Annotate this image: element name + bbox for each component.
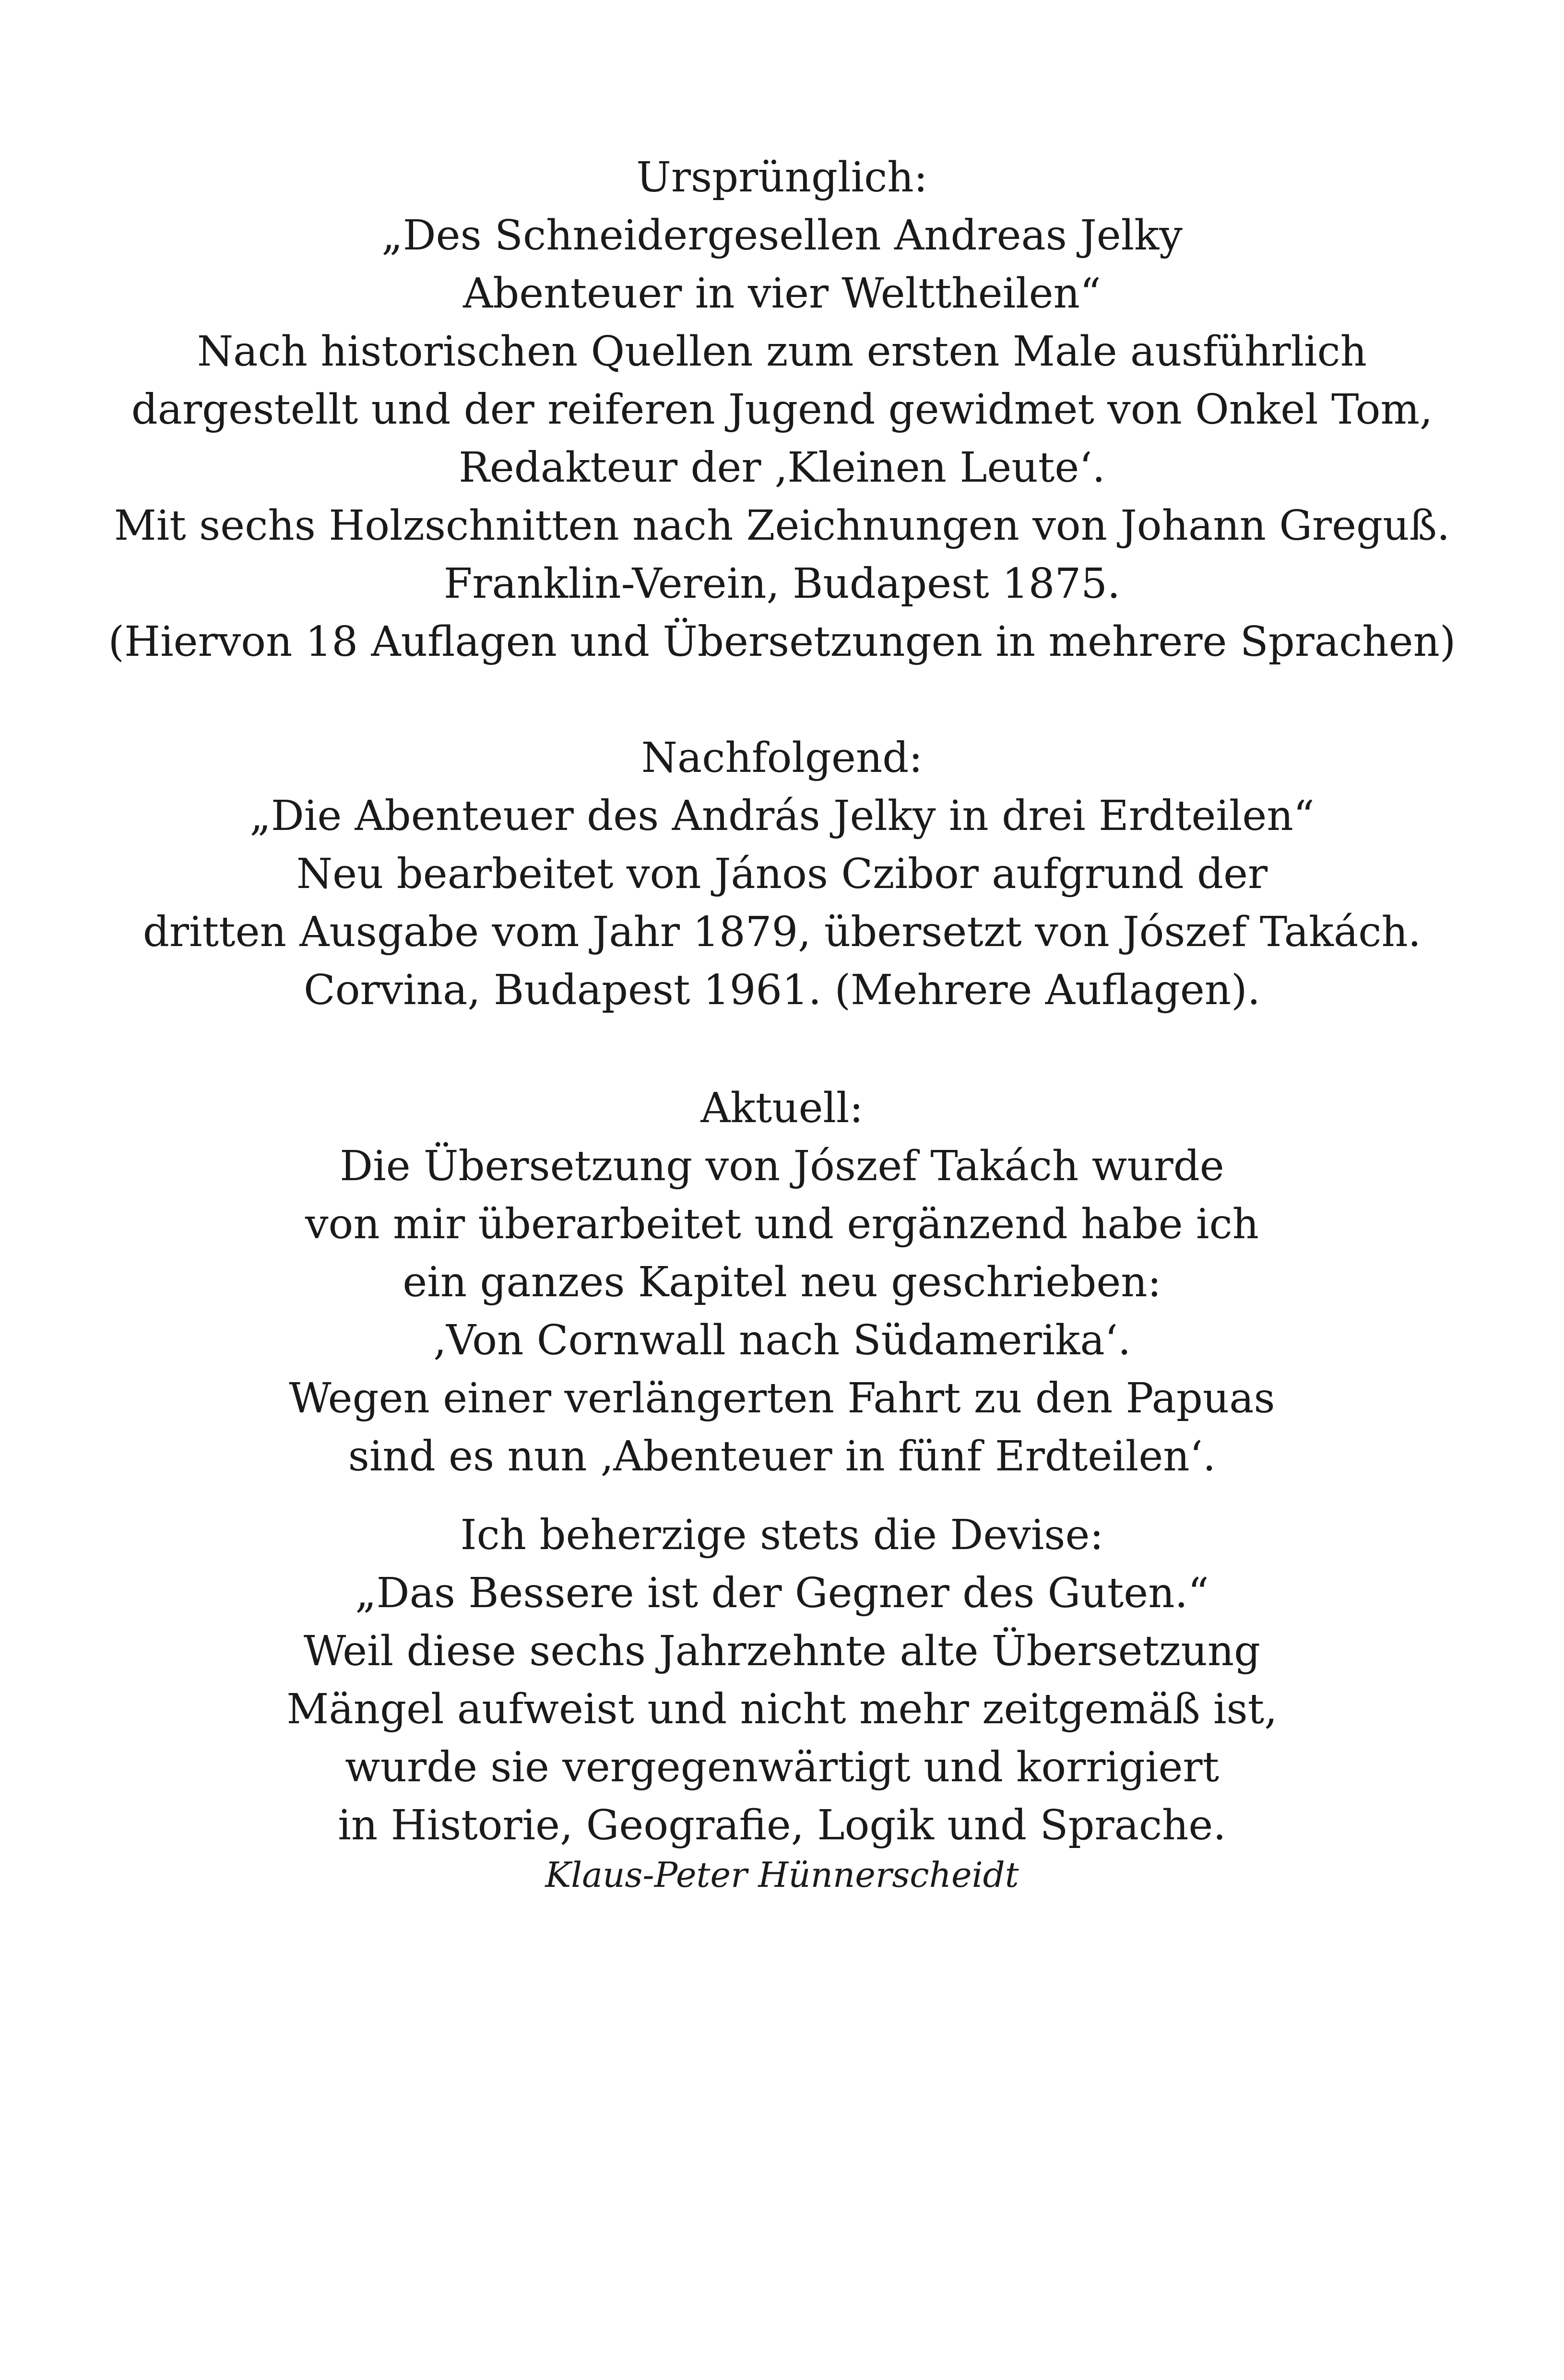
text-line: wurde sie vergegenwärtigt und korrigiert xyxy=(344,1743,1220,1791)
text-line: ein ganzes Kapitel neu geschrieben: xyxy=(403,1258,1161,1306)
text-line: Die Übersetzung von Jószef Takách wurde xyxy=(340,1142,1224,1190)
text-line: Mängel aufweist und nicht mehr zeitgemäß ist, xyxy=(286,1685,1278,1733)
section-heading: Aktuell: xyxy=(700,1084,864,1132)
section-heading: Ursprünglich: xyxy=(636,154,928,201)
text-line: Nach historischen Quellen zum ersten Male ausführlich xyxy=(197,328,1367,376)
text-line: dritten Ausgabe vom Jahr 1879, übersetzt von Jószef Takách. xyxy=(142,908,1422,956)
text-line: Neu bearbeitet von János Czibor aufgrund der xyxy=(296,850,1268,898)
text-line: von mir überarbeitet und ergänzend habe ich xyxy=(305,1200,1259,1248)
text-line: ‚Von Cornwall nach Südamerika‘. xyxy=(433,1316,1131,1364)
text-line: Corvina, Budapest 1961. (Mehrere Auflagen). xyxy=(303,966,1261,1014)
text-line: Weil diese sechs Jahrzehnte alte Übersetzung xyxy=(303,1627,1261,1675)
text-line: Abenteuer in vier Welttheilen“ xyxy=(463,270,1101,318)
text-line: Franklin-Verein, Budapest 1875. xyxy=(443,560,1121,608)
text-line: (Hiervon 18 Auflagen und Übersetzungen in mehrere Sprachen) xyxy=(108,618,1456,666)
text-line: in Historie, Geografie, Logik und Sprache. xyxy=(338,1801,1226,1849)
text-line: Redakteur der ‚Kleinen Leute‘. xyxy=(459,444,1105,492)
section-subsequent-edition xyxy=(0,729,1564,1019)
text-line: dargestellt und der reiferen Jugend gewidmet von Onkel Tom, xyxy=(131,386,1433,434)
section-heading: Nachfolgend: xyxy=(641,734,923,782)
author-signature: Klaus-Peter Hünnerscheidt xyxy=(545,1855,1019,1895)
text-line: Mit sechs Holzschnitten nach Zeichnungen von Johann Greguß. xyxy=(114,502,1450,550)
section-original-edition xyxy=(0,149,1564,671)
text-line: Wegen einer verlängerten Fahrt zu den Papuas xyxy=(289,1374,1275,1422)
text-line: Ich beherzige stets die Devise: xyxy=(460,1511,1104,1559)
motto-quote: „Das Bessere ist der Gegner des Guten.“ xyxy=(355,1569,1209,1617)
text-line: „Des Schneidergesellen Andreas Jelky xyxy=(381,212,1183,260)
text-line: „Die Abenteuer des András Jelky in drei Erdteilen“ xyxy=(249,792,1315,840)
text-line: sind es nun ‚Abenteuer in fünf Erdteilen‘. xyxy=(348,1433,1216,1480)
section-motto xyxy=(0,1506,1564,1855)
section-current-edition xyxy=(0,1079,1564,1486)
